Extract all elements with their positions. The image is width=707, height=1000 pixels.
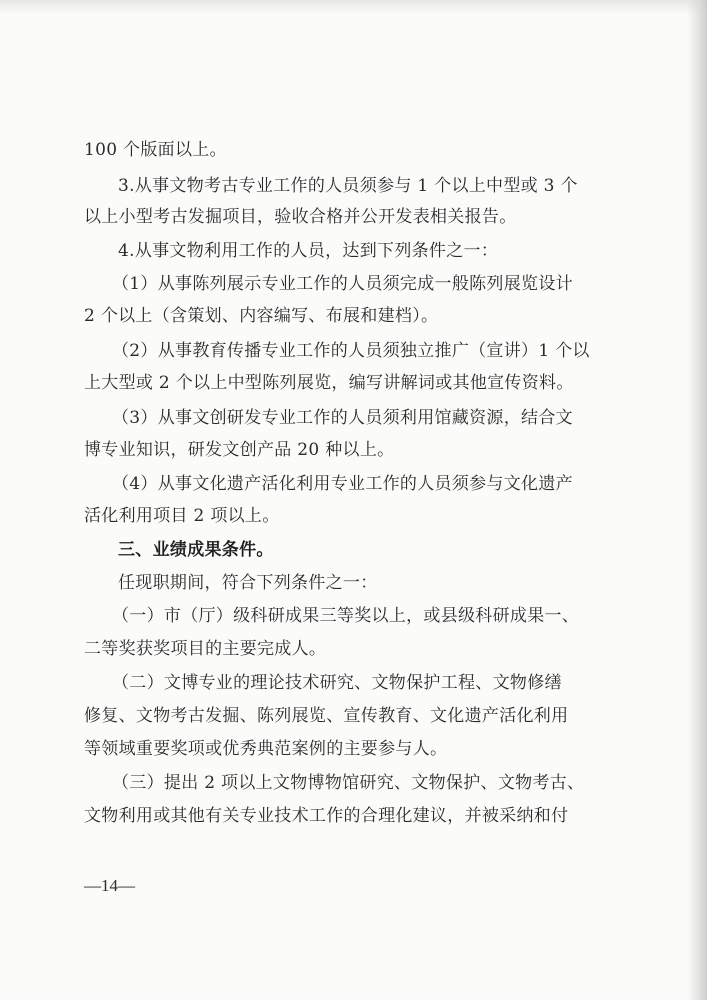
text-line-15: （一）市（厅）级科研成果三等奖以上，或县级科研成果一、 xyxy=(112,606,580,626)
text-line-9: （3）从事文创研发专业工作的人员须利用馆藏资源，结合文 xyxy=(112,408,573,428)
scan-shadow-right xyxy=(687,0,707,1000)
text-line-4: 4.从事文物利用工作的人员，达到下列条件之一： xyxy=(118,241,499,261)
text-line-2: 3.从事文物考古专业工作的人员须参与 1 个以上中型或 3 个 xyxy=(118,176,578,196)
text-line-17: （二）文博专业的理论技术研究、文物保护工程、文物修缮 xyxy=(112,673,562,693)
text-line-5: （1）从事陈列展示专业工作的人员须完成一般陈列展览设计 xyxy=(112,274,573,294)
text-line-6: 2 个以上（含策划、内容编写、布展和建档）。 xyxy=(84,306,439,326)
text-line-8: 上大型或 2 个以上中型陈列展览，编写讲解词或其他宣传资料。 xyxy=(84,373,574,393)
text-line-21: 文物利用或其他有关专业技术工作的合理化建议，并被采纳和付 xyxy=(84,806,569,826)
text-line-11: （4）从事文化遗产活化利用专业工作的人员须参与文化遗产 xyxy=(112,474,573,494)
text-line-12: 活化利用项目 2 项以上。 xyxy=(84,506,280,526)
text-line-1: 100 个版面以上。 xyxy=(84,140,227,160)
text-line-20: （三）提出 2 项以上文物博物馆研究、文物保护、文物考古、 xyxy=(112,773,585,793)
scan-shadow-top xyxy=(0,0,707,14)
text-line-10: 博专业知识，研发文创产品 20 种以上。 xyxy=(84,440,395,460)
text-line-14: 任现职期间，符合下列条件之一： xyxy=(118,573,378,593)
text-line-18: 修复、文物考古发掘、陈列展览、宣传教育、文化遗产活化利用 xyxy=(84,706,569,726)
section-heading: 三、业绩成果条件。 xyxy=(118,540,274,560)
text-line-16: 二等奖获奖项目的主要完成人。 xyxy=(84,639,327,659)
text-line-19: 等领域重要奖项或优秀典范案例的主要参与人。 xyxy=(84,739,448,759)
text-line-3: 以上小型考古发掘项目，验收合格并公开发表相关报告。 xyxy=(84,207,517,227)
page-number: —14— xyxy=(84,876,135,895)
text-line-7: （2）从事教育传播专业工作的人员须独立推广（宣讲）1 个以 xyxy=(112,341,590,361)
